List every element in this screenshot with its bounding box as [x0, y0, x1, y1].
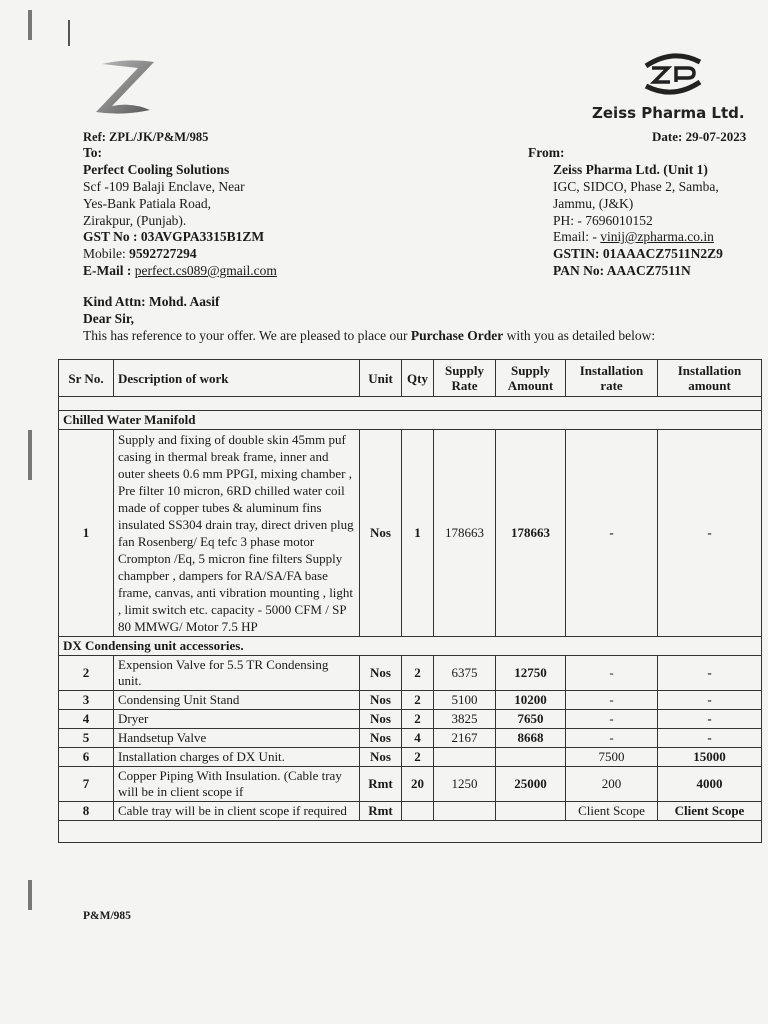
- cell-qty: 2: [402, 710, 434, 729]
- cell-supply-rate: 1250: [434, 767, 496, 802]
- cell-installation-amount: -: [658, 430, 762, 637]
- email-link[interactable]: perfect.cs089@gmail.com: [134, 263, 277, 278]
- cell-supply-amount: [496, 802, 566, 821]
- cell-sr: 3: [59, 691, 114, 710]
- recipient-address-line: Yes-Bank Patiala Road,: [83, 196, 211, 211]
- sender-company: Zeiss Pharma Ltd. (Unit 1): [553, 162, 708, 177]
- cell-supply-amount: 7650: [496, 710, 566, 729]
- email-label: E-Mail :: [83, 263, 132, 278]
- gst-label: GST No :: [83, 229, 138, 244]
- cell-installation-rate: 7500: [566, 748, 658, 767]
- cell-qty: 4: [402, 729, 434, 748]
- cell-installation-amount: -: [658, 729, 762, 748]
- intro-bold-text: Purchase Order: [410, 328, 504, 343]
- cell-description: Supply and fixing of double skin 45mm puf casing in thermal break frame, inner and outer sheets 0.6 mm PPGI, mixing chamber , Pre filter 10 micron, 6RD chilled water coil made of copper tubes & aluminum fins insulated SS304 drain tray, direct driven plug fan Rosenberg/ Eq tefc 3 phase motor Crompton /Eq, 5 micron fine filters Supply champber , dampers for RA/SA/FA base frame, canvas, anti vibration mounting , light , limit switch etc. capacity - 5000 CFM / SP 80 MMWG/ Motor 7.5 HP: [114, 430, 360, 637]
- cell-sr: 5: [59, 729, 114, 748]
- sender-gstin: GSTIN: 01AAACZ7511N2Z9: [553, 246, 723, 261]
- cell-qty: 1: [402, 430, 434, 637]
- cell-installation-amount: -: [658, 656, 762, 691]
- cell-supply-rate: 178663: [434, 430, 496, 637]
- cell-qty: 2: [402, 656, 434, 691]
- cell-unit: Nos: [360, 710, 402, 729]
- cell-installation-rate: 200: [566, 767, 658, 802]
- cell-supply-rate: 3825: [434, 710, 496, 729]
- recipient-gst: [83, 228, 264, 245]
- z-logo-icon: [92, 56, 162, 116]
- cell-supply-amount: 10200: [496, 691, 566, 710]
- col-header-supply-amount: Supply Amount: [496, 360, 566, 397]
- cell-installation-amount: -: [658, 691, 762, 710]
- cell-description: Cable tray will be in client scope if required: [114, 802, 360, 821]
- table-row: [59, 691, 762, 710]
- section-row: [59, 637, 762, 656]
- cell-description: Copper Piping With Insulation. (Cable tray will be in client scope if: [114, 767, 360, 802]
- cell-sr: 8: [59, 802, 114, 821]
- cell-supply-rate: 5100: [434, 691, 496, 710]
- scan-mark: [28, 10, 32, 40]
- cell-unit: Rmt: [360, 767, 402, 802]
- intro-text-end: with you as detailed below:: [503, 328, 656, 343]
- table-row: [59, 729, 762, 748]
- section-title: Chilled Water Manifold: [59, 411, 762, 430]
- cell-installation-rate: -: [566, 691, 658, 710]
- from-label: From:: [528, 145, 565, 160]
- cell-supply-amount: 178663: [496, 430, 566, 637]
- sender-pan: PAN No: AAACZ7511N: [553, 263, 691, 278]
- cell-description: Installation charges of DX Unit.: [114, 748, 360, 767]
- gst-value: 03AVGPA3315B1ZM: [140, 229, 265, 244]
- col-header-sr: Sr No.: [59, 360, 114, 397]
- cell-installation-rate: -: [566, 656, 658, 691]
- sender-email-label: Email: -: [553, 229, 597, 244]
- col-header-qty: Qty: [402, 360, 434, 397]
- sender-email-link[interactable]: vinij@zpharma.co.in: [600, 229, 714, 244]
- cell-installation-amount: Client Scope: [658, 802, 762, 821]
- table-row: [59, 710, 762, 729]
- recipient-email: [83, 262, 277, 279]
- cell-supply-rate: 2167: [434, 729, 496, 748]
- scan-mark: [68, 20, 70, 46]
- cell-sr: 2: [59, 656, 114, 691]
- table-header-row: [59, 360, 762, 397]
- cell-qty: [402, 802, 434, 821]
- cell-unit: Rmt: [360, 802, 402, 821]
- cell-supply-amount: 25000: [496, 767, 566, 802]
- table-row: [59, 767, 762, 802]
- cell-sr: 1: [59, 430, 114, 637]
- cell-installation-amount: 4000: [658, 767, 762, 802]
- mobile-value: 9592727294: [129, 246, 197, 261]
- col-header-supply-rate: Supply Rate: [434, 360, 496, 397]
- cell-sr: 6: [59, 748, 114, 767]
- recipient-address-line: Scf -109 Balaji Enclave, Near: [83, 179, 245, 194]
- cell-sr: 7: [59, 767, 114, 802]
- cell-installation-amount: -: [658, 710, 762, 729]
- intro-text: This has reference to your offer. We are pleased to place our: [83, 328, 411, 343]
- sender-address-line: Jammu, (J&K): [553, 196, 634, 211]
- cell-unit: Nos: [360, 748, 402, 767]
- col-header-unit: Unit: [360, 360, 402, 397]
- cell-unit: Nos: [360, 656, 402, 691]
- cell-description: Condensing Unit Stand: [114, 691, 360, 710]
- cell-unit: Nos: [360, 430, 402, 637]
- spacer-row: [59, 397, 762, 411]
- table-row: [59, 802, 762, 821]
- col-header-description: Description of work: [114, 360, 360, 397]
- cell-supply-amount: 12750: [496, 656, 566, 691]
- table-row: [59, 748, 762, 767]
- cell-description: Handsetup Valve: [114, 729, 360, 748]
- sender-address-line: IGC, SIDCO, Phase 2, Samba,: [553, 179, 719, 194]
- cell-supply-amount: [496, 748, 566, 767]
- scan-mark: [28, 880, 32, 910]
- section-row: [59, 411, 762, 430]
- cell-supply-amount: 8668: [496, 729, 566, 748]
- scan-mark: [28, 430, 32, 480]
- cell-qty: 20: [402, 767, 434, 802]
- cell-qty: 2: [402, 691, 434, 710]
- cell-installation-rate: -: [566, 710, 658, 729]
- attention-line: Kind Attn: Mohd. Aasif: [83, 294, 220, 309]
- sender-email: [553, 228, 714, 245]
- cell-installation-rate: -: [566, 729, 658, 748]
- sender-phone: PH: - 7696010152: [553, 213, 653, 228]
- cell-installation-rate: Client Scope: [566, 802, 658, 821]
- intro-paragraph: [83, 327, 655, 344]
- to-label: To:: [83, 145, 103, 160]
- document-date: Date: 29-07-2023: [652, 129, 747, 144]
- cell-sr: 4: [59, 710, 114, 729]
- col-header-installation-amount: Installation amount: [658, 360, 762, 397]
- cell-supply-rate: [434, 748, 496, 767]
- recipient-address-line: Zirakpur, (Punjab).: [83, 213, 187, 228]
- table-row: [59, 430, 762, 637]
- spacer-row: [59, 821, 762, 843]
- cell-installation-amount: 15000: [658, 748, 762, 767]
- cell-installation-rate: -: [566, 430, 658, 637]
- cell-description: Dryer: [114, 710, 360, 729]
- cell-description: Expension Valve for 5.5 TR Condensing unit.: [114, 656, 360, 691]
- purchase-order-table: [58, 359, 762, 843]
- recipient-company: Perfect Cooling Solutions: [83, 162, 230, 177]
- mobile-label: Mobile:: [83, 246, 126, 261]
- cell-qty: 2: [402, 748, 434, 767]
- col-header-installation-rate: Installation rate: [566, 360, 658, 397]
- zp-brand-logo-icon: [638, 50, 708, 98]
- section-title: DX Condensing unit accessories.: [59, 637, 762, 656]
- recipient-mobile: [83, 245, 197, 262]
- footer-reference: P&M/985: [83, 910, 131, 922]
- salutation: Dear Sir,: [83, 311, 135, 326]
- cell-unit: Nos: [360, 729, 402, 748]
- cell-supply-rate: [434, 802, 496, 821]
- cell-unit: Nos: [360, 691, 402, 710]
- brand-name: Zeiss Pharma Ltd.: [592, 104, 745, 122]
- reference-number: Ref: ZPL/JK/P&M/985: [83, 130, 209, 144]
- cell-supply-rate: 6375: [434, 656, 496, 691]
- table-row: [59, 656, 762, 691]
